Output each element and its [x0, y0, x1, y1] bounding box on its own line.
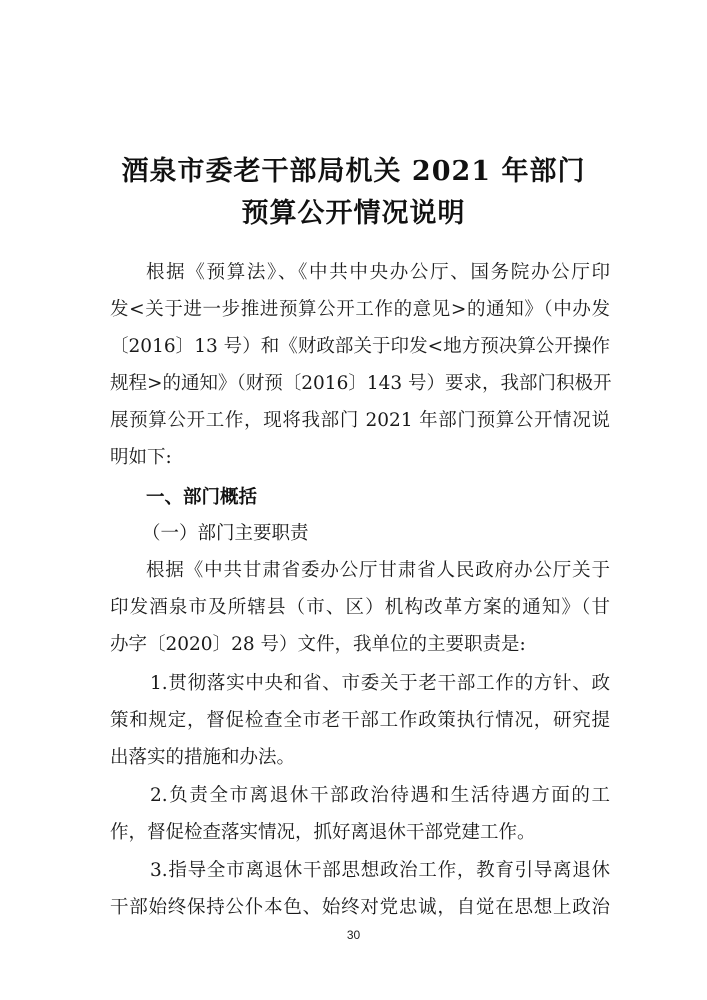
duty-item-line: 作，督促检查落实情况，抓好离退休干部党建工作。	[110, 822, 536, 843]
intro-line: 发<关于进一步推进预算公开工作的意见>的通知》（中办发	[110, 299, 610, 320]
section-heading: 一、部门概括	[146, 487, 258, 508]
intro-line: 展预算公开工作，现将我部门 2021 年部门预算公开情况说	[110, 410, 610, 431]
duty-item-line: 1.贯彻落实中央和省、市委关于老干部工作的方针、政	[150, 673, 610, 694]
subsection-heading: （一）部门主要职责	[142, 523, 309, 544]
duty-item-line: 2.负责全市离退休干部政治待遇和生活待遇方面的工	[150, 785, 610, 806]
duty-intro-line: 根据《中共甘肃省委办公厅甘肃省人民政府办公厅关于	[146, 560, 610, 581]
intro-line: 明如下:	[110, 447, 172, 468]
duty-intro-line: 办字〔2020〕28 号）文件，我单位的主要职责是:	[110, 634, 526, 655]
duty-item-line: 干部始终保持公仆本色、始终对党忠诚，自觉在思想上政治	[110, 897, 610, 918]
intro-line: 根据《预算法》、《中共中央办公厅、国务院办公厅印	[146, 262, 610, 283]
duty-intro-line: 印发酒泉市及所辖县（市、区）机构改革方案的通知》（甘	[110, 597, 610, 618]
duty-item-line: 3.指导全市离退休干部思想政治工作，教育引导离退休	[150, 860, 610, 881]
duty-item-line: 策和规定，督促检查全市老干部工作政策执行情况，研究提	[110, 710, 610, 731]
duty-item-line: 出落实的措施和办法。	[110, 747, 296, 768]
document-title-line-2: 预算公开情况说明	[241, 198, 466, 229]
document-title-line-1: 酒泉市委老干部局机关 2021 年部门	[121, 156, 586, 187]
intro-line: 〔2016〕13 号）和《财政部关于印发<地方预决算公开操作	[110, 336, 610, 357]
intro-line: 规程>的通知》（财预〔2016〕143 号）要求，我部门积极开	[110, 373, 612, 394]
page-number: 30	[346, 928, 361, 942]
